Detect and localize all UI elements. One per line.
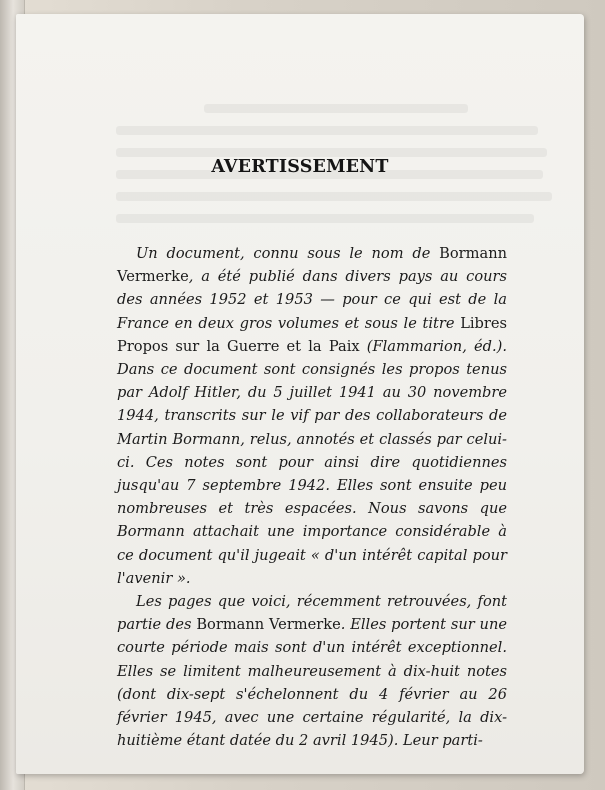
show-through-text [116,104,556,254]
text-run: Les pages que voici, récemment retrouvées, font partie des [117,593,507,634]
text-run: . Elles portent sur une courte période mais sont d'un intérêt exceptionnel. Elles se limitent malheureusement à dix-huit notes (dont dix-sept s'échelonnent du 4 février au 26 février 1945, avec une certaine régularité, la dix-huitième étant datée du 2 avril 1945). Leur parti- [117,616,507,750]
text-run: Un document, connu sous le nom de [136,245,440,262]
text-run: Bormann Vermerke [117,245,507,286]
page-heading: AVERTISSEMENT [211,157,389,177]
text-run: (Flammarion, éd.). Dans ce document sont consignés les propos tenus par Adolf Hitler, du 5 juillet 1941 au 30 novembre 1944, transcrits sur le vif par des collaborateurs de Martin Bormann, relus, annotés et classés par celui-ci. Ces notes sont pour ainsi dire quotidiennes jusqu'au 7 septembre 1942. Elles sont ensuite peu nombreuses et très espacées. Nous savons que Bormann attachait une importance considérable à ce document qu'il jugeait « d'un intérêt capital pour l'avenir ». [117,337,507,587]
body-text [117,242,507,752]
text-run: , a été publié dans divers pays au cours des années 1952 et 1953 — pour ce qui est de la France en deux gros volumes et sous le titre [117,268,507,332]
text-run: Bormann Vermerke [196,616,341,634]
book-page [16,14,584,774]
paragraph-1 [117,242,507,590]
paragraph-2 [117,590,507,752]
text-run: Libres Propos sur la Guerre et la Paix [117,314,507,355]
